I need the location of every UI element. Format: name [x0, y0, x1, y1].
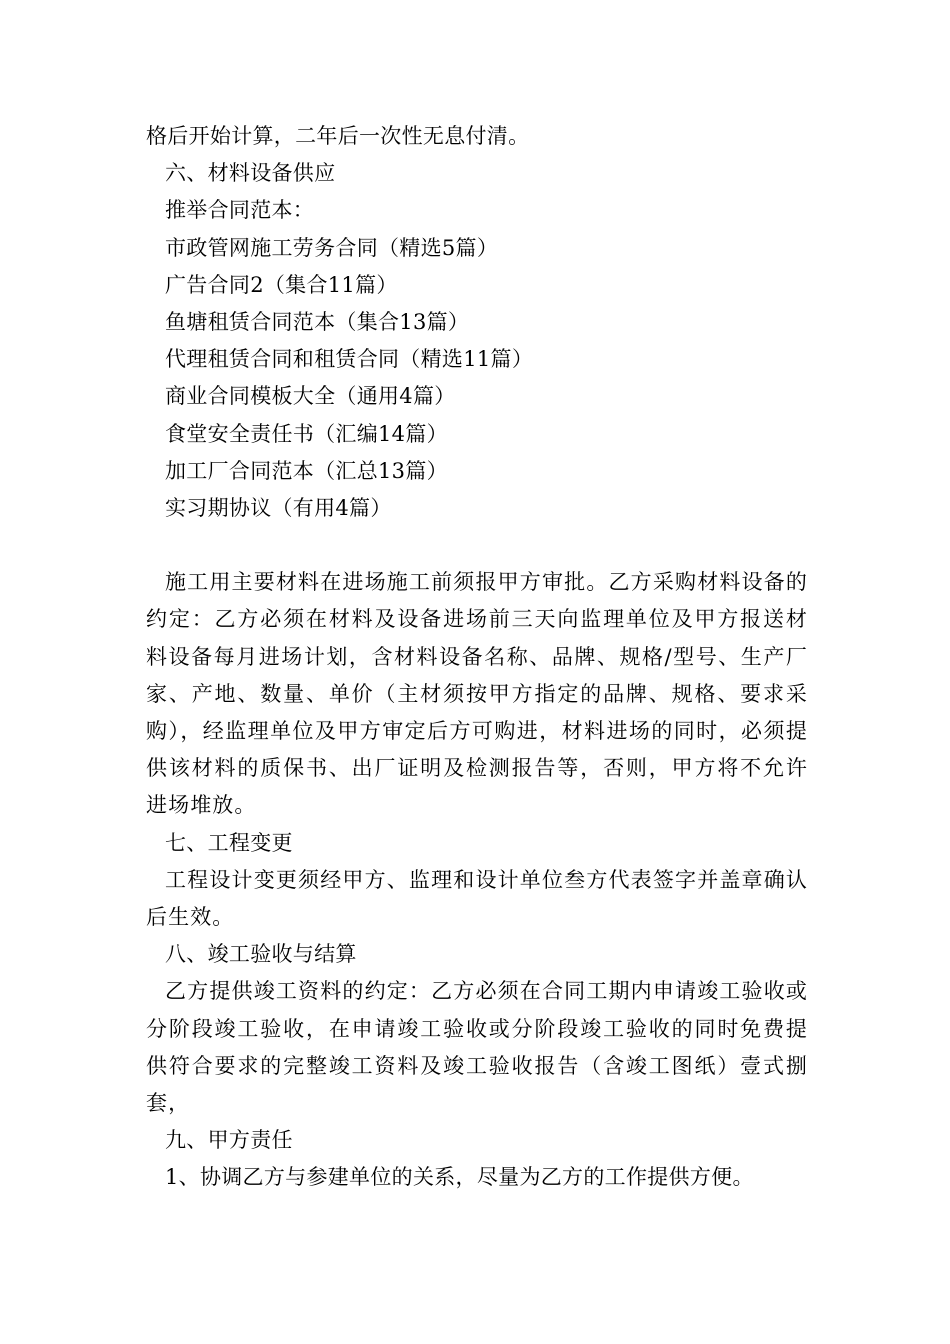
recommended-contract-link[interactable]: 市政管网施工劳务合同（精选5篇）: [165, 235, 499, 260]
blank-line: [146, 527, 808, 564]
document-page: [146, 118, 808, 1197]
continuation-text: 格后开始计算，二年后一次性无息付清。: [146, 124, 530, 148]
section-7-heading: 七、工程变更: [165, 830, 293, 855]
section-7-body: 工程设计变更须经甲方、监理和设计单位叁方代表签字并盖章确认后生效。: [146, 867, 808, 930]
section-9-heading: 九、甲方责任: [165, 1128, 293, 1153]
section-8-body: 乙方提供竣工资料的约定：乙方必须在合同工期内申请竣工验收或分阶段竣工验收，在申请竣工验收或分阶段竣工验收的同时免费提供符合要求的完整竣工资料及竣工验收报告（含竣工图纸）壹式捌套，: [146, 979, 808, 1116]
recommended-contract-list: [146, 230, 808, 528]
section-6-heading: 六、材料设备供应: [165, 161, 336, 186]
recommended-contract-link[interactable]: 鱼塘租赁合同范本（集合13篇）: [165, 309, 470, 334]
recommended-contract-link[interactable]: 商业合同模板大全（通用4篇）: [165, 384, 456, 409]
recommended-contract-link[interactable]: 代理租赁合同和租赁合同（精选11篇）: [165, 347, 534, 372]
section-9-item-1: 1、协调乙方与参建单位的关系，尽量为乙方的工作提供方便。: [165, 1165, 754, 1190]
section-8-heading: 八、竣工验收与结算: [165, 942, 357, 967]
recommended-contract-link[interactable]: 实习期协议（有用4篇）: [165, 495, 392, 520]
recommend-label: 推举合同范本：: [165, 198, 315, 223]
recommended-contract-link[interactable]: 加工厂合同范本（汇总13篇）: [165, 458, 448, 483]
section-6-body: 施工用主要材料在进场施工前须报甲方审批。乙方采购材料设备的约定：乙方必须在材料及设备进场前三天向监理单位及甲方报送材料设备每月进场计划，含材料设备名称、品牌、规格/型号、生产厂家、产地、数量、单价（主材须按甲方指定的品牌、规格、要求采购），经监理单位及甲方审定后方可购进，材料进场的同时，必须提供该材料的质保书、出厂证明及检测报告等，否则，甲方将不允许进场堆放。: [146, 570, 808, 818]
recommended-contract-link[interactable]: 广告合同2（集合11篇）: [165, 272, 398, 297]
recommended-contract-link[interactable]: 食堂安全责任书（汇编14篇）: [165, 421, 448, 446]
